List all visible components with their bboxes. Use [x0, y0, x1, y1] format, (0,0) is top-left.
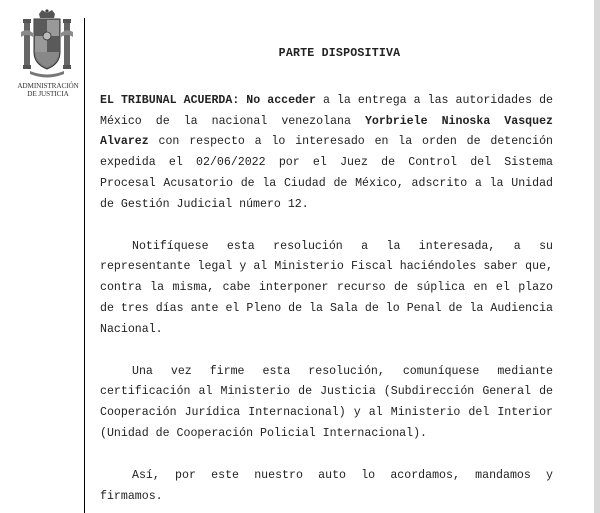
paragraph-notification: Notifíquese esta resolución a la interesada, a su representante legal y al Ministerio Fiscal haciéndoles saber que, contra la misma, cabe interponer recurso de súplica en el plazo de tres días ante el Pleno de la Sala de lo Penal de la Audiencia Nacional. [100, 239, 553, 336]
resolution-lead: EL TRIBUNAL ACUERDA: No acceder [100, 93, 316, 107]
document-body [100, 44, 553, 507]
caption-line-2: DE JUSTICIA [27, 90, 69, 98]
paragraph-communication: Una vez firme esta resolución, comuníquese mediante certificación al Ministerio de Justicia (Subdirección General de Cooperación Jurídica Internacional) y al Ministerio del Interior (Unidad de Cooperación Policial Internacional). [100, 364, 553, 440]
paragraph-gap [100, 445, 553, 466]
resolution-text-a: a la entrega a las autoridades de México de la nacional venezolana [100, 93, 553, 128]
paragraph-gap [100, 216, 553, 237]
coat-of-arms-icon [20, 8, 74, 80]
person-name: Yorbriele Ninoska Vasquez Alvarez [100, 114, 554, 149]
section-title: PARTE DISPOSITIVA [278, 47, 401, 60]
paragraph-closing: Así, por este nuestro auto lo acordamos, mandamos y firmamos. [100, 468, 553, 503]
caption-line-1: ADMINISTRACIÓN [17, 82, 79, 90]
paragraph-gap [100, 341, 553, 362]
page-edge [594, 0, 600, 513]
header-emblem [12, 8, 80, 100]
resolution-text-b: con respecto a lo interesado en la orden de detención expedida el 02/06/2022 por el Juez de Control del Sistema Procesal Acusatorio de la Ciudad de México, adscrito a la Unidad de Gestión Judicial número 12. [100, 135, 553, 211]
margin-divider [84, 18, 85, 513]
paragraph-resolution [100, 91, 553, 216]
emblem-caption [12, 82, 84, 98]
